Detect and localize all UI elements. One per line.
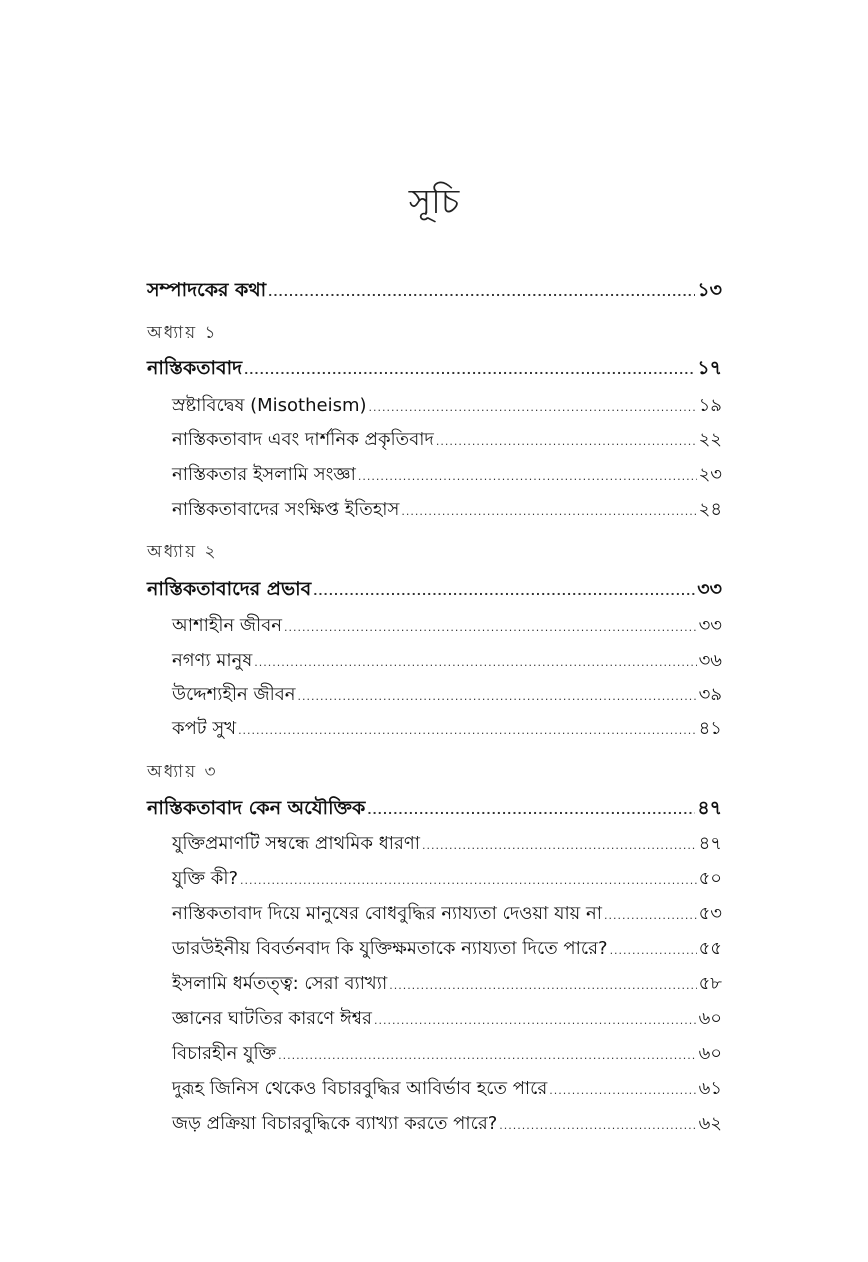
toc-page-number: ৩৬ — [698, 650, 722, 671]
toc-entry[interactable] — [172, 829, 722, 860]
toc-entry-label: কপট সুখ — [172, 718, 237, 739]
toc-page-number: ৪৭ — [698, 833, 722, 854]
dot-leader — [436, 435, 697, 448]
dot-leader — [610, 944, 697, 957]
toc-entry[interactable] — [172, 611, 722, 642]
toc-entry-label: দুরূহ জিনিস থেকেও বিচারবুদ্ধির আবির্ভাব হতে পারে — [172, 1078, 548, 1099]
dot-leader — [254, 656, 696, 669]
dot-leader — [244, 364, 695, 377]
dot-leader — [374, 1014, 697, 1027]
dot-leader — [369, 401, 697, 414]
chapter-heading-1: অধ্যায় ১ — [147, 323, 218, 343]
toc-page-number: ৩৯ — [698, 684, 722, 705]
dot-leader — [313, 585, 695, 598]
toc-entry-preface[interactable] — [147, 276, 722, 308]
toc-entry-label: নাস্তিকতাবাদ দিয়ে মানুষের বোধবুদ্ধির ন্যায্যতা দেওয়া যায় না — [172, 903, 602, 924]
dot-leader — [298, 690, 697, 703]
toc-entry[interactable] — [172, 864, 722, 895]
toc-entry[interactable] — [172, 646, 722, 677]
toc-entry-label: নগণ্য মানুষ — [172, 650, 253, 671]
toc-entry-label: ইসলামি ধর্মতত্ত্ব: সেরা ব্যাখ্যা — [172, 973, 388, 994]
toc-page-number: ৩৩ — [697, 578, 722, 600]
toc-entry-chapter-1[interactable] — [147, 354, 722, 386]
toc-page-number: ৫৮ — [698, 973, 722, 994]
toc-entry-label: নাস্তিকতাবাদ — [147, 357, 243, 379]
toc-entry-chapter-2[interactable] — [147, 575, 722, 607]
toc-entry[interactable] — [172, 1109, 722, 1140]
toc-page-number: ৫৫ — [698, 938, 722, 959]
toc-page-number: ২৪ — [698, 499, 722, 520]
dot-leader — [422, 839, 697, 852]
toc-entry[interactable] — [172, 934, 722, 965]
toc-entry[interactable] — [172, 1004, 722, 1035]
toc-entry-label: উদ্দেশ্যহীন জীবন — [172, 684, 296, 705]
toc-entry-label: নাস্তিকতার ইসলামি সংজ্ঞা — [172, 464, 356, 485]
toc-page-number: ৩৩ — [698, 615, 722, 636]
page-title: সূচি — [408, 182, 460, 222]
toc-page-number: ১৯ — [698, 395, 722, 416]
toc-entry-label: নাস্তিকতাবাদ এবং দার্শনিক প্রকৃতিবাদ — [172, 429, 434, 450]
toc-entry-chapter-3[interactable] — [147, 794, 722, 826]
toc-entry-label: যুক্তি কী? — [172, 868, 239, 889]
toc-page-number: ৫৩ — [698, 903, 722, 924]
toc-page-number: ৪১ — [698, 718, 722, 739]
dot-leader — [389, 979, 696, 992]
toc-entry[interactable] — [172, 1074, 722, 1105]
toc-entry[interactable] — [172, 680, 722, 711]
toc-page-number: ২২ — [698, 429, 722, 450]
dot-leader — [358, 470, 697, 483]
toc-entry[interactable] — [172, 391, 722, 422]
toc-entry[interactable] — [172, 1039, 722, 1070]
toc-entry-label: বিচারহীন যুক্তি — [172, 1043, 277, 1064]
toc-entry-label: যুক্তিপ্রমাণটি সম্বন্ধে প্রাথমিক ধারণা — [172, 833, 421, 854]
toc-page-number: ৬০ — [698, 1043, 722, 1064]
dot-leader — [499, 1119, 696, 1132]
dot-leader — [367, 804, 695, 817]
toc-entry-label: নাস্তিকতাবাদের সংক্ষিপ্ত ইতিহাস — [172, 499, 400, 520]
toc-page-number: ১৩ — [697, 279, 722, 301]
dot-leader — [238, 724, 697, 737]
toc-page-number: ৬০ — [698, 1008, 722, 1029]
toc-entry-label: জ্ঞানের ঘাটতির কারণে ঈশ্বর — [172, 1008, 372, 1029]
dot-leader — [278, 1049, 697, 1062]
dot-leader — [240, 874, 697, 887]
toc-entry-label: জড় প্রক্রিয়া বিচারবুদ্ধিকে ব্যাখ্যা করতে পারে? — [172, 1113, 498, 1134]
toc-page-number: ৫০ — [698, 868, 722, 889]
toc-entry-label: আশাহীন জীবন — [172, 615, 282, 636]
toc-entry[interactable] — [172, 899, 722, 930]
toc-entry[interactable] — [172, 495, 722, 526]
toc-entry[interactable] — [172, 714, 722, 745]
toc-entry-label: সম্পাদকের কথা — [147, 279, 267, 301]
dot-leader — [549, 1084, 696, 1097]
toc-entry[interactable] — [172, 460, 722, 491]
dot-leader — [284, 621, 697, 634]
toc-entry-label: ডারউইনীয় বিবর্তনবাদ কি যুক্তিক্ষমতাকে ন্যায্যতা দিতে পারে? — [172, 938, 608, 959]
toc-page-number: ৪৭ — [697, 797, 722, 819]
toc-page-number: ৬২ — [698, 1113, 722, 1134]
chapter-heading-3: অধ্যায় ৩ — [147, 762, 218, 782]
toc-page-number: ৬১ — [698, 1078, 722, 1099]
toc-entry[interactable] — [172, 425, 722, 456]
toc-page-number: ২৩ — [698, 464, 722, 485]
chapter-heading-2: অধ্যায় ২ — [147, 542, 218, 562]
toc-entry-label: নাস্তিকতাবাদ কেন অযৌক্তিক — [147, 797, 366, 819]
toc-entry[interactable] — [172, 969, 722, 1000]
dot-leader — [401, 505, 696, 518]
toc-page-number: ১৭ — [697, 357, 722, 379]
dot-leader — [268, 286, 695, 299]
toc-entry-label: স্রষ্টাবিদ্বেষ (Misotheism) — [172, 395, 367, 416]
toc-entry-label: নাস্তিকতাবাদের প্রভাব — [147, 578, 312, 600]
dot-leader — [604, 909, 697, 922]
